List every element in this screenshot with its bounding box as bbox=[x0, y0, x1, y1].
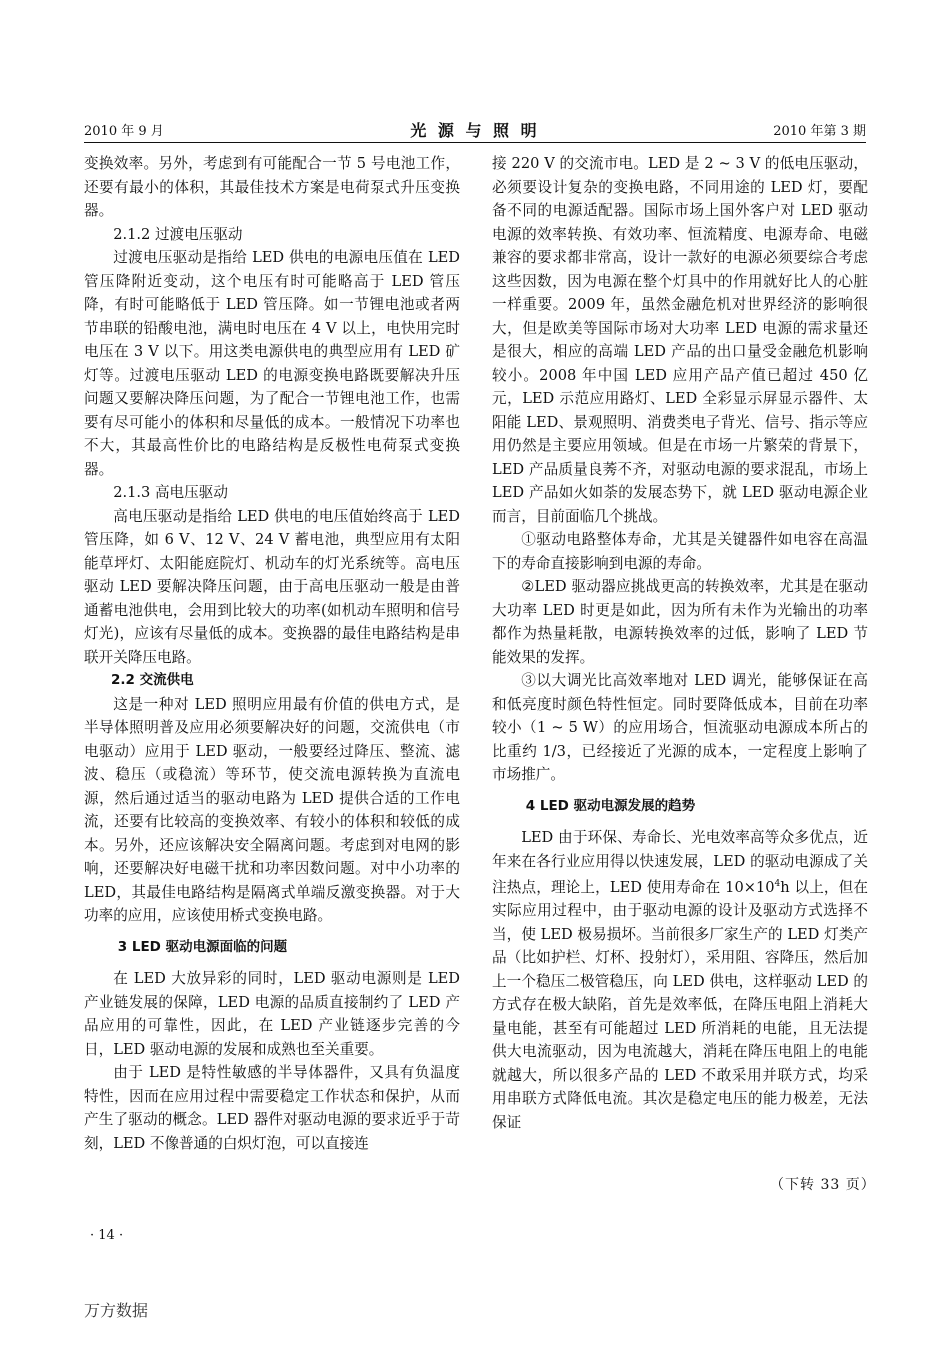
page-number: · 14 · bbox=[90, 1228, 124, 1243]
header-issue: 2010 年第 3 期 bbox=[773, 124, 866, 139]
journal-title: 光 源 与 照 明 bbox=[410, 121, 540, 140]
list-item-1: ①驱动电路整体寿命，尤其是关键器件如电容在高温下的寿命直接影响到电源的寿命。 bbox=[492, 531, 868, 572]
section-heading-2-1-2: 2.1.2 过渡电压驱动 bbox=[113, 225, 243, 243]
section-heading-2-1-3: 2.1.3 高电压驱动 bbox=[113, 484, 228, 501]
header-rule bbox=[84, 142, 866, 143]
paragraph bbox=[492, 826, 868, 1134]
paragraph: 过渡电压驱动是指给 LED 供电的电源电压值在 LED 管压降附近变动，这个电压有时可能略高于 LED 管压降，有时可能略低于 LED 管压降。如一节锂电池或者两节串联的铅酸电池，满电时电压在 4 V 以上，电快用完时电压在 3 V 以下。用这类电源供电的典型应用有 LED 矿灯等。过渡电压驱动 LED 的电源变换电路既要解决升压问题又要解决降压问题，为了配合一节锂电池工作，也需要有尽可能小的体积和尽量低的成本。一般情况下功率也不大，其最高性价比的电路结构是反极性电荷泵式变换器。 bbox=[84, 249, 460, 478]
header-date: 2010 年 9 月 bbox=[84, 124, 164, 139]
paragraph: 这是一种对 LED 照明应用最有价值的供电方式，是半导体照明普及应用必须要解决好的问题，交流供电（市电驱动）应用于 LED 驱动，一般要经过降压、整流、滤波、稳压（或稳流）等环节，使交流电源转换为直流电源，然后通过适当的驱动电路为 LED 提供合适的工作电流，还要有比较高的变换效率、有较小的体积和较低的成本。另外，还应该解决安全隔离问题。考虑到对电网的影响，还要解决好电磁干扰和功率因数问题。对中小功率的 LED，其最佳电路结构是隔离式单端反激变换器。对于大功率的应用，应该使用桥式变换电路。 bbox=[84, 695, 460, 924]
paragraph: 在 LED 大放异彩的同时，LED 驱动电源则是 LED 产业链发展的保障，LED 电源的品质直接制约了 LED 产品应用的可靠性，因此，在 LED 产业链逐步完善的今日，LED 驱动电源的发展和成熟也至关重要。 bbox=[84, 970, 460, 1058]
section-heading-4: 4 LED 驱动电源发展的趋势 bbox=[525, 797, 696, 814]
continued-note: （下转 33 页） bbox=[770, 1177, 876, 1193]
list-item-3: ③以大调光比高效率地对 LED 调光，能够保证在高和低亮度时颜色特性恒定。同时要降低成本，目前在功率较小（1 ~ 5 W）的应用场合，恒流驱动电源成本所占的比重约 1/3，已经接近了光源的成本，一定程度上影响了市场推广。 bbox=[492, 672, 868, 783]
section-heading-2-2: 2.2 交流供电 bbox=[111, 672, 194, 688]
paragraph: 变换效率。另外，考虑到有可能配合一节 5 号电池工作，还要有最小的体积，其最佳技术方案是电荷泵式升压变换器。 bbox=[84, 155, 460, 219]
watermark: 万方数据 bbox=[84, 1301, 149, 1320]
list-item-2: ②LED 驱动器应挑战更高的转换效率，尤其是在驱动大功率 LED 时更是如此，因为所有未作为光输出的功率都作为热量耗散，电源转换效率的过低，影响了 LED 节能效果的发挥。 bbox=[492, 578, 868, 666]
text-run: h 以上，但在实际应用过程中，由于驱动电源的设计及驱动方式选择不当，使 LED 极易损坏。当前很多厂家生产的 LED 灯类产品（比如护栏、灯杯、投射灯），采用阻、容降压，然后加上一个稳压二极管稳压，向 LED 供电，这样驱动 LED 的方式存在极大缺陷，首先是效率低，在降压电阻上消耗大量电能，甚至有可能超过 LED 所消耗的电能，且无法提供大电流驱动，因为电流越大，消耗在降压电阻上的电能就越大，所以很多产品的 LED 不敢采用并联方式，均采用串联方式降低电流。其次是稳定电压的能力极差，无法保证 bbox=[492, 878, 868, 1131]
paragraph: 高电压驱动是指给 LED 供电的电压值始终高于 LED 管压降，如 6 V、12 V、24 V 蓄电池，典型应用有太阳能草坪灯、太阳能庭院灯、机动车的灯光系统等。高电压驱动 LED 要解决降压问题，由于高电压驱动一般是由普通蓄电池供电，会用到比较大的功率(如机动车照明和信号灯光)，应该有尽量低的成本。变换器的最佳电路结构是串联开关降压电路。 bbox=[84, 507, 460, 666]
right-column bbox=[492, 152, 868, 1134]
left-column bbox=[84, 152, 460, 1155]
superscript-exponent: 4 bbox=[774, 879, 781, 889]
section-heading-3: 3 LED 驱动电源面临的问题 bbox=[117, 938, 288, 955]
text-run: LED 由于环保、寿命长、光电效率高等众多优点，近年来在各行业应用得以快速发展，LED 的驱动电源成了关注热点，理论上，LED 使用寿命在 10×10 bbox=[492, 829, 868, 896]
paragraph: 由于 LED 是特性敏感的半导体器件，又具有负温度特性，因而在应用过程中需要稳定工作状态和保护，从而产生了驱动的概念。LED 器件对驱动电源的要求近乎于苛刻，LED 不像普通的白炽灯泡，可以直接连 bbox=[84, 1064, 460, 1152]
running-header bbox=[84, 118, 866, 140]
paragraph: 接 220 V 的交流市电。LED 是 2 ~ 3 V 的低电压驱动，必须要设计复杂的变换电路，不同用途的 LED 灯，要配备不同的电源适配器。国际市场上国外客户对 LED 驱动电源的效率转换、有效功率、恒流精度、电源寿命、电磁兼容的要求都非常高，设计一款好的电源必须要综合考虑这些因数，因为电源在整个灯具中的作用就好比人的心脏一样重要。2009 年，虽然金融危机对世界经济的影响很大，但是欧美等国际市场对大功率 LED 电源的需求量还是很大，相应的高端 LED 产品的出口量受金融危机影响较小。2008 年中国 LED 应用产品产值已超过 450 亿元，LED 示范应用路灯、LED 全彩显示屏显示器件、太阳能 LED、景观照明、消费类电子背光、信号、指示等应用仍然是主要应用领域。但是在市场一片繁荣的背景下，LED 产品质量良莠不齐，对驱动电源的要求混乱，市场上 LED 产品如火如荼的发展态势下，就 LED 驱动电源企业而言，目前面临几个挑战。 bbox=[492, 155, 868, 525]
